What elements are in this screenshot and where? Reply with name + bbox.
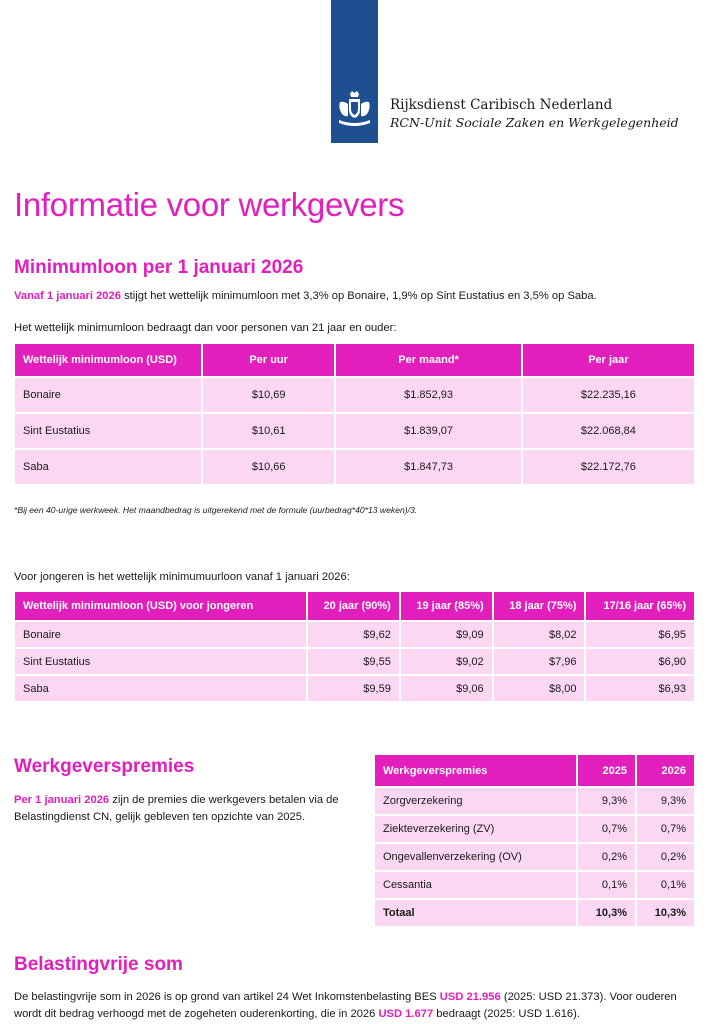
youth-wage-table: [13, 592, 696, 701]
cell: 0,7%: [578, 814, 635, 842]
table-row: [15, 620, 694, 647]
table-row: [15, 376, 694, 412]
text-part: De belastingvrije som in 2026 is op grond van artikel 24 Wet Inkomstenbelasting BES: [14, 991, 440, 1003]
cell: 0,2%: [637, 842, 694, 870]
premies-heading: Werkgeverspremies: [14, 756, 195, 777]
cell: $7,96: [494, 647, 585, 674]
col-header: Per maand*: [336, 344, 520, 376]
table-row: [15, 674, 694, 701]
cell: $1.852,93: [336, 376, 520, 412]
table-row: [375, 814, 694, 842]
cell: Saba: [15, 448, 201, 484]
cell: $8,02: [494, 620, 585, 647]
table-header-row: [15, 592, 694, 620]
adult-wage-table: [13, 344, 696, 484]
cell: 10,3%: [578, 898, 635, 926]
cell: $22.172,76: [523, 448, 694, 484]
col-header: 17/16 jaar (65%): [586, 592, 694, 620]
cell: Bonaire: [15, 620, 306, 647]
logo-bar: [331, 0, 378, 143]
youth-intro: Voor jongeren is het wettelijk minimumuurloon vanaf 1 januari 2026:: [14, 571, 350, 583]
amount-highlight: USD 1.677: [378, 1008, 434, 1020]
premies-table: [373, 755, 696, 926]
table-header-row: [15, 344, 694, 376]
col-header: Werkgeverspremies: [375, 755, 576, 786]
text-part: (2025: USD 21.373). Voor ouderen wordt dit bedrag verhoogd met de zogeheten ouderenkorting, die in 2026: [14, 991, 677, 1020]
cell: Saba: [15, 674, 306, 701]
table-row: [375, 870, 694, 898]
col-header: Wettelijk minimumloon (USD): [15, 344, 201, 376]
org-header: [390, 96, 679, 132]
cell: $9,59: [308, 674, 399, 701]
page-title: Informatie voor werkgevers: [14, 186, 405, 223]
premies-rest: zijn de premies die werkgevers betalen via de Belastingdienst CN, gelijk gebleven ten opzichte van 2025.: [14, 794, 339, 823]
cell: $9,06: [401, 674, 492, 701]
cell: 0,2%: [578, 842, 635, 870]
footnote: *Bij een 40-urige werkweek. Het maandbedrag is uitgerekend met de formule (uurbedrag*40*13 weken)/3.: [14, 505, 418, 515]
org-name: Rijksdienst Caribisch Nederland: [390, 97, 613, 113]
col-header: Per uur: [203, 344, 334, 376]
org-unit: RCN-Unit Sociale Zaken en Werkgelegenheid: [390, 115, 679, 130]
cell: $6,90: [586, 647, 694, 674]
total-row: [375, 898, 694, 926]
cell: Sint Eustatius: [15, 412, 201, 448]
table-header-row: [375, 755, 694, 786]
cell: $9,02: [401, 647, 492, 674]
col-header: 2026: [637, 755, 694, 786]
minimumloon-intro: [14, 288, 704, 305]
cell: Sint Eustatius: [15, 647, 306, 674]
table-row: [15, 412, 694, 448]
table-row: [375, 786, 694, 814]
cell: Cessantia: [375, 870, 576, 898]
cell: $9,55: [308, 647, 399, 674]
belastingvrij-text: [14, 989, 704, 1023]
col-header: Wettelijk minimumloon (USD) voor jongeren: [15, 592, 306, 620]
intro-highlight: Vanaf 1 januari 2026: [14, 290, 121, 302]
intro-rest: stijgt het wettelijk minimumloon met 3,3% op Bonaire, 1,9% op Sint Eustatius en 3,5% op Saba.: [120, 290, 597, 302]
cell: 0,1%: [578, 870, 635, 898]
cell: Ongevallenverzekering (OV): [375, 842, 576, 870]
col-header: 2025: [578, 755, 635, 786]
table-row: [375, 842, 694, 870]
cell: Ziekteverzekering (ZV): [375, 814, 576, 842]
cell: $6,95: [586, 620, 694, 647]
col-header: 19 jaar (85%): [401, 592, 492, 620]
amount-highlight: USD 21.956: [439, 991, 501, 1003]
cell: $10,61: [203, 412, 334, 448]
premies-text: [14, 792, 344, 826]
cell: $10,69: [203, 376, 334, 412]
cell: $8,00: [494, 674, 585, 701]
cell: 9,3%: [578, 786, 635, 814]
cell: $6,93: [586, 674, 694, 701]
premies-highlight: Per 1 januari 2026: [14, 794, 110, 806]
table-row: [15, 647, 694, 674]
cell: Totaal: [375, 898, 576, 926]
cell: 0,1%: [637, 870, 694, 898]
adult-intro: Het wettelijk minimumloon bedraagt dan voor personen van 21 jaar en ouder:: [14, 322, 397, 334]
col-header: Per jaar: [523, 344, 694, 376]
col-header: 20 jaar (90%): [308, 592, 399, 620]
cell: 0,7%: [637, 814, 694, 842]
cell: $22.068,84: [523, 412, 694, 448]
minimumloon-heading: Minimumloon per 1 januari 2026: [14, 257, 304, 278]
cell: $1.847,73: [336, 448, 520, 484]
belastingvrij-heading: Belastingvrije som: [14, 954, 183, 975]
col-header: 18 jaar (75%): [494, 592, 585, 620]
table-row: [15, 448, 694, 484]
cell: Zorgverzekering: [375, 786, 576, 814]
text-part: bedraagt (2025: USD 1.616).: [433, 1008, 580, 1020]
cell: $10,66: [203, 448, 334, 484]
cell: $1.839,07: [336, 412, 520, 448]
coat-of-arms-icon: [336, 90, 373, 128]
cell: $9,09: [401, 620, 492, 647]
cell: Bonaire: [15, 376, 201, 412]
cell: 10,3%: [637, 898, 694, 926]
cell: $22.235,16: [523, 376, 694, 412]
cell: 9,3%: [637, 786, 694, 814]
cell: $9,62: [308, 620, 399, 647]
